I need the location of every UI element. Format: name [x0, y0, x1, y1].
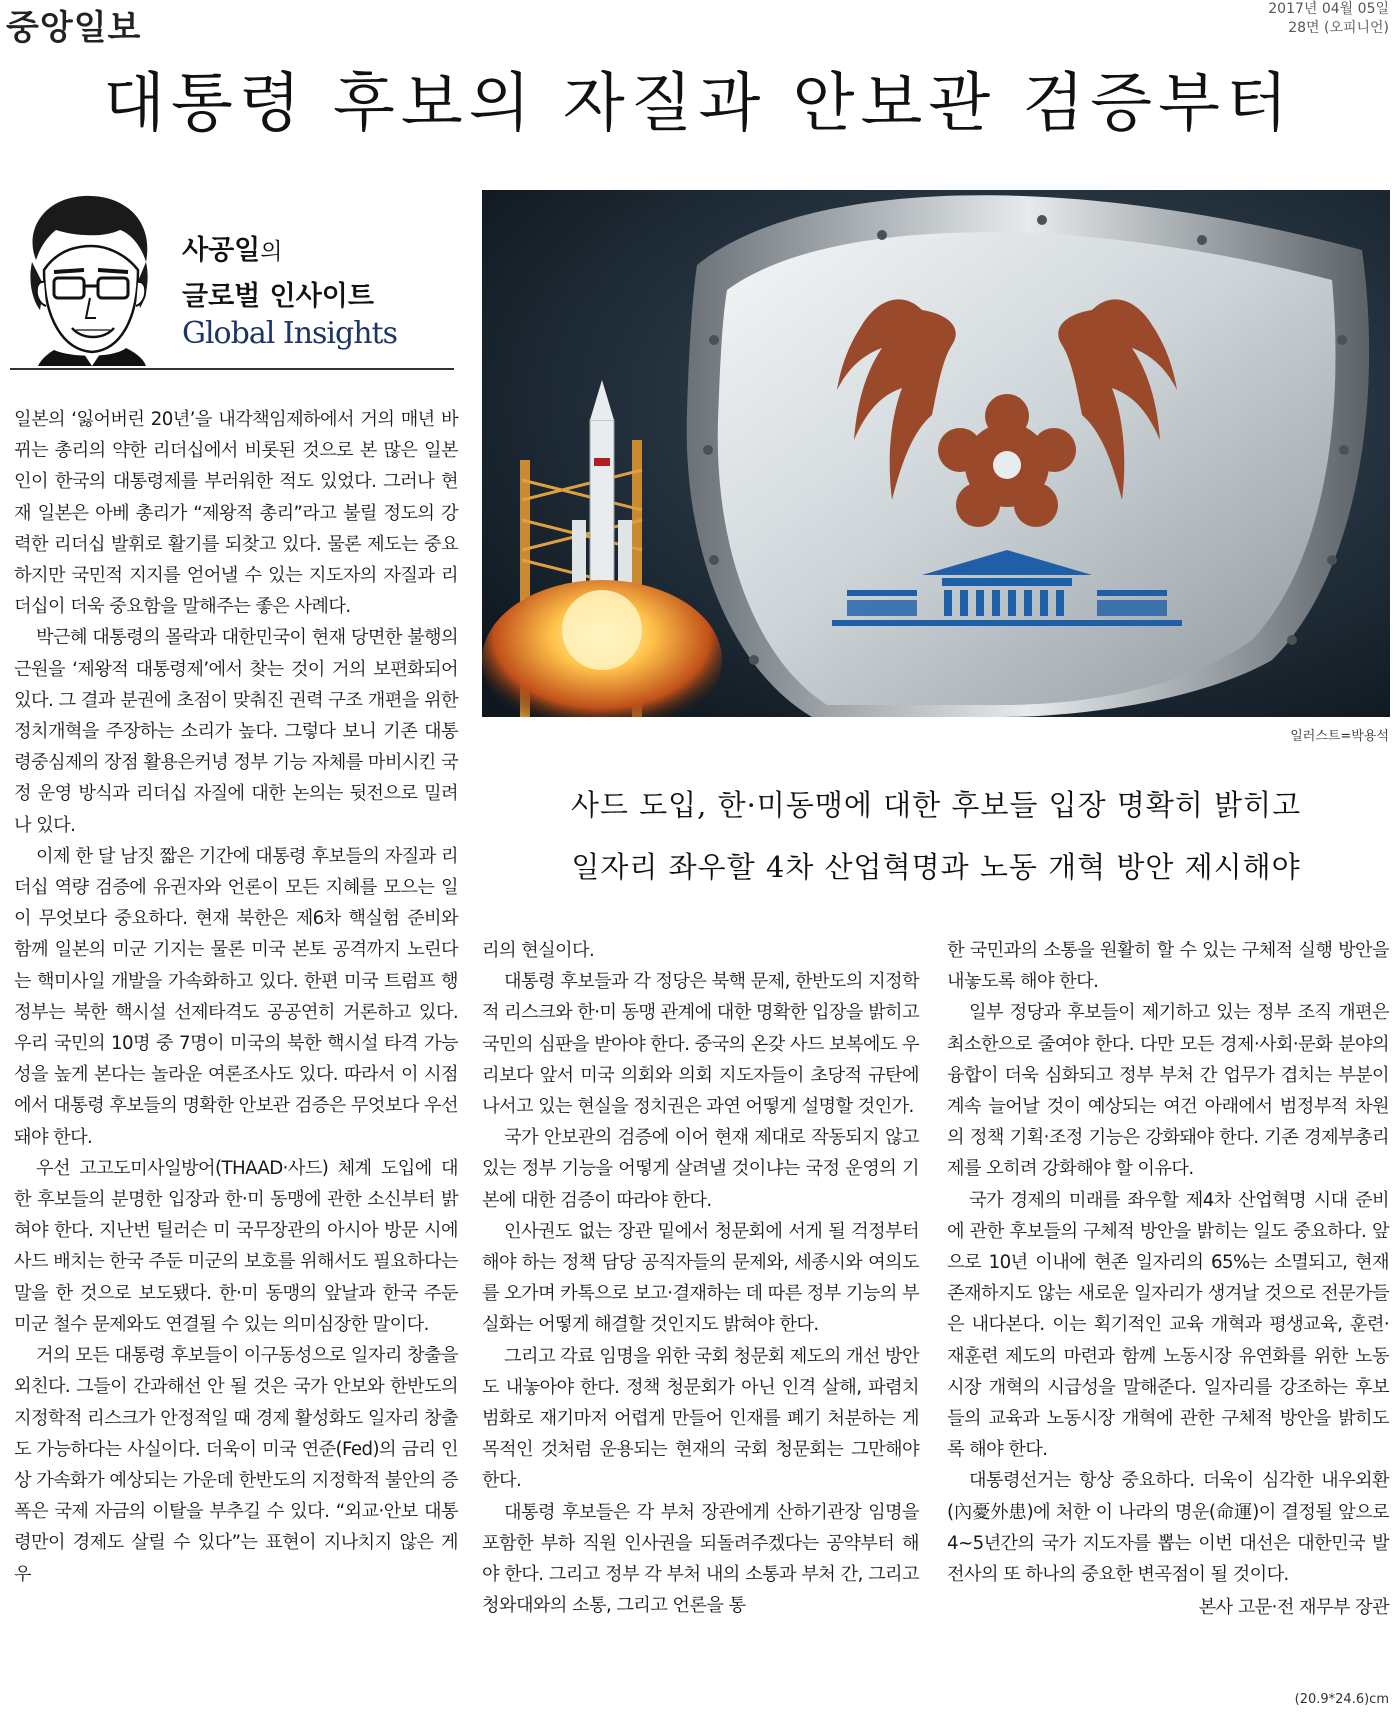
author-name: 사공일의 — [182, 235, 283, 266]
article-headline: 대통령 후보의 자질과 안보관 검증부터 — [103, 67, 1294, 141]
subheadline-2: 일자리 좌우할 4차 산업혁명과 노동 개혁 방안 제시해야 — [571, 850, 1301, 884]
subheadline-1: 사드 도입, 한·미동맹에 대한 후보들 입장 명확히 밝히고 — [570, 788, 1302, 822]
paragraph: 이제 한 달 남짓 짧은 기간에 대통령 후보들의 자질과 리더십 역량 검증에 유권자와 언론이 모든 지혜를 모으는 일이 무엇보다 중요하다. 현재 북한은 제6차 핵실험 준비와 함께 일본의 미군 기지는 물론 미국 본토 공격까지 노린다는 핵미사일 개발을 가속화하고 있다. 한편 미국 트럼프 행정부는 북한 핵시설 선제타격도 공공연히 거론하고 있다. 우리 국민의 10명 중 7명이 미국의 북한 핵시설 타격 가능성을 높게 본다는 놀라운 여론조사도 있다. 따라서 이 시점에서 대통령 후보들의 명확한 안보관 검증은 무엇보다 우선돼야 한다. — [14, 845, 458, 1148]
paragraph: 박근혜 대통령의 몰락과 대한민국이 현재 당면한 불행의 근원을 ‘제왕적 대통령제’에서 찾는 것이 거의 보편화되어 있다. 그 결과 분권에 초점이 맞춰진 권력 구조 개편을 위한 정치개혁을 주장하는 소리가 높다. 그렇다 보니 기존 대통령중심제의 장점 활용은커녕 정부 기능 자체를 마비시킨 국정 운영 방식과 리더십 자질에 대한 논의는 뒷전으로 밀려나 있다. — [14, 627, 458, 836]
illustration-credit: 일러스트=박용석 — [1290, 729, 1389, 744]
article-size: (20.9*24.6)cm — [1294, 1692, 1389, 1707]
paragraph: 일본의 ‘잃어버린 20년’을 내각책임제하에서 거의 매년 바뀌는 총리의 약한 리더십에서 비롯된 것으로 본 많은 일본인이 한국의 대통령제를 부러워한 적도 있었다. 그러나 현재 일본은 아베 총리가 “제왕적 총리”라고 불릴 정도의 강력한 리더십 발휘로 활기를 되찾고 있다. 물론 제도는 중요하지만 국민적 지지를 얻어낼 수 있는 지도자의 자질과 리더십이 더욱 중요함을 말해주는 좋은 사례다. — [14, 409, 458, 618]
paragraph: 인사권도 없는 장관 밑에서 청문회에 서게 될 걱정부터 해야 하는 정책 담당 공직자들의 문제와, 세종시와 여의도를 오가며 카톡으로 보고·결재하는 데 따른 정부 기능의 부실화는 어떻게 해결할 것인지도 밝혀야 한다. — [482, 1220, 919, 1336]
series-title-en: Global Insights — [182, 316, 397, 351]
article-column-2 — [482, 935, 919, 1705]
column-header — [10, 190, 454, 370]
paragraph: 국가 안보관의 검증에 이어 현재 제대로 작동되지 않고 있는 정부 기능을 어떻게 살려낼 것이냐는 국정 운영의 기본에 대한 검증이 따라야 한다. — [482, 1127, 919, 1211]
paragraph: 거의 모든 대통령 후보들이 이구동성으로 일자리 창출을 외친다. 그들이 간과해선 안 될 것은 국가 안보와 한반도의 지정학적 리스크가 안정적일 때 경제 활성화도 일자리 창출도 가능하다는 사실이다. 더욱이 미국 연준(Fed)의 금리 인상 가속화가 예상되는 가운데 한반도의 지정학적 불안의 증폭은 국제 자금의 이탈을 부추길 수 있다. “외교·안보 대통령만이 경제도 살릴 수 있다”는 표현이 지나치지 않은 게 우 — [14, 1345, 458, 1585]
paragraph: 국가 경제의 미래를 좌우할 제4차 산업혁명 시대 준비에 관한 후보들의 구체적 방안을 밝히는 일도 중요하다. 앞으로 10년 이내에 현존 일자리의 65%는 소멸되고, 현재 존재하지도 않는 새로운 일자리가 생겨날 것으로 전문가들은 내다본다. 이는 획기적인 교육 개혁과 평생교육, 훈련·재훈련 제도의 마련과 함께 노동시장 유연화를 위한 노동시장 개혁의 시급성을 말해준다. 일자리를 강조하는 후보들의 교육과 노동시장 개혁에 관한 구체적 방안을 밝히도록 해야 한다. — [947, 1189, 1389, 1461]
article-column-1 — [14, 404, 458, 1704]
paragraph: 리의 현실이다. — [482, 940, 595, 961]
series-title-ko: 글로벌 인사이트 — [182, 281, 374, 312]
author-portrait-icon — [14, 190, 164, 366]
paragraph: 대통령선거는 항상 중요하다. 더욱이 심각한 내우외환(內憂外患)에 처한 이 나라의 명운(命運)이 결정될 앞으로 4~5년간의 국가 지도자를 뽑는 이번 대선은 대한민국 발전사의 또 하나의 중요한 변곡점이 될 것이다. — [947, 1470, 1389, 1586]
publish-date: 2017년 04월 05일 — [1268, 1, 1389, 17]
author-signature: 본사 고문·전 재무부 장관 — [1198, 1597, 1389, 1619]
article-column-3 — [947, 935, 1389, 1705]
shield-illustration-icon — [482, 190, 1390, 717]
masthead-logo: 중앙일보 — [6, 8, 142, 48]
paragraph: 우선 고고도미사일방어(THAAD·사드) 체계 도입에 대한 후보들의 분명한 입장과 한·미 동맹에 관한 소신부터 밝혀야 한다. 지난번 틸러슨 미 국무장관의 아시아 방문 시에 사드 배치는 한국 주둔 미군의 보호를 위해서도 필요하다는 말을 한 것으로 보도됐다. 한·미 동맹의 앞날과 한국 주둔 미군 철수 문제와도 연결될 수 있는 의미심장한 말이다. — [14, 1157, 458, 1335]
dateline — [1268, 0, 1389, 38]
paragraph: 대통령 후보들과 각 정당은 북핵 문제, 한반도의 지정학적 리스크와 한·미 동맹 관계에 대한 명확한 입장을 밝히고 국민의 심판을 받아야 한다. 중국의 온갖 사드 보복에도 우리보다 앞서 미국 의회와 의회 지도자들이 초당적 규탄에 나서고 있는 현실을 정치권은 과연 어떻게 설명할 것인가. — [482, 971, 919, 1118]
paragraph: 한 국민과의 소통을 원활히 할 수 있는 구체적 실행 방안을 내놓도록 해야 한다. — [947, 940, 1389, 993]
paragraph: 그리고 각료 임명을 위한 국회 청문회 제도의 개선 방안도 내놓아야 한다. 정책 청문회가 아닌 인격 살해, 파렴치범화로 재기마저 어렵게 만들어 인재를 폐기 처분하는 게 목적인 것처럼 운용되는 현재의 국회 청문회는 그만해야 한다. — [482, 1345, 919, 1492]
paragraph: 일부 정당과 후보들이 제기하고 있는 정부 조직 개편은 최소한으로 줄여야 한다. 다만 모든 경제·사회·문화 분야의 융합이 더욱 심화되고 정부 부처 간 업무가 겹치는 부분이 계속 늘어날 것이 예상되는 여건 아래에서 범정부적 차원의 정책 기획·조정 기능은 강화돼야 한다. 기존 경제부총리제를 오히려 강화해야 할 이유다. — [947, 1002, 1389, 1180]
page-section: 28면 (오피니언) — [1288, 20, 1389, 36]
paragraph: 대통령 후보들은 각 부처 장관에게 산하기관장 임명을 포함한 부하 직원 인사권을 되돌려주겠다는 공약부터 해야 한다. 그리고 정부 각 부처 내의 소통과 부처 간, 그리고 청와대와의 소통, 그리고 언론을 통 — [482, 1501, 919, 1617]
